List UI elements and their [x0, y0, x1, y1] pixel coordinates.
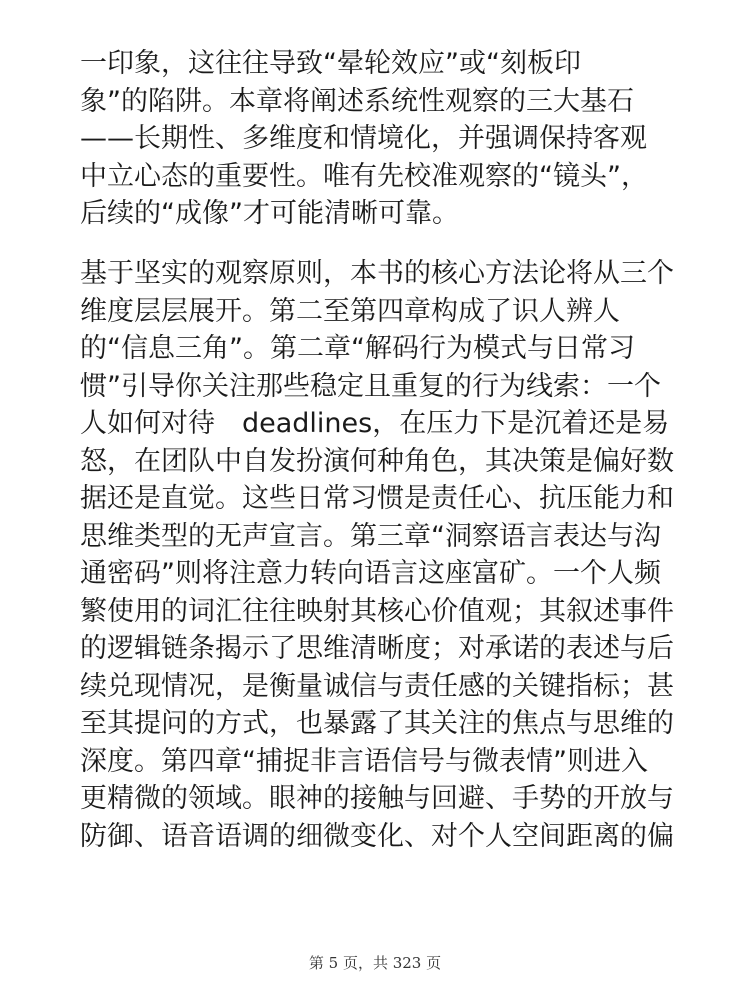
text-line: 至其提问的方式，也暴露了其关注的焦点与思维的	[80, 708, 674, 739]
page-number-footer: 第 5 页，共 323 页	[308, 954, 442, 972]
text-line: 中立心态的重要性。唯有先校准观察的“镜头”，	[80, 160, 648, 192]
text-line: 据还是直觉。这些日常习惯是责任心、抗压能力和	[80, 483, 674, 514]
paragraph-1	[80, 45, 680, 233]
text-line: 基于坚实的观察原则，本书的核心方法论将从三个	[80, 258, 674, 289]
text-line: ——长期性、多维度和情境化，并强调保持客观	[80, 123, 647, 154]
text-line: 象”的陷阱。本章将阐述系统性观察的三大基石	[80, 85, 634, 117]
text-line: 怒，在团队中自发扮演何种角色，其决策是偏好数	[80, 445, 674, 477]
paragraph-2	[80, 255, 680, 855]
text-line: 续兑现情况，是衡量诚信与责任感的关键指标；甚	[80, 670, 674, 702]
text-line: 防御、语音语调的细微变化、对个人空间距离的偏	[80, 820, 674, 852]
text-line: 后续的“成像”才可能清晰可靠。	[80, 198, 459, 229]
text-line: 通密码”则将注意力转向语言这座富矿。一个人频	[80, 558, 661, 589]
text-line: 惯”引导你关注那些稳定且重复的行为线索：一个	[80, 370, 661, 402]
text-line: 更精微的领域。眼神的接触与回避、手势的开放与	[80, 783, 674, 814]
text-line: 深度。第四章“捕捉非言语信号与微表情”则进入	[80, 745, 648, 777]
text-line: 的逻辑链条揭示了思维清晰度；对承诺的表述与后	[80, 633, 674, 664]
text-line: 的“信息三角”。第二章“解码行为模式与日常习	[80, 333, 635, 364]
text-line: 繁使用的词汇往往映射其核心价值观；其叙述事件	[80, 595, 674, 627]
text-line: 思维类型的无声宣言。第三章“洞察语言表达与沟	[80, 520, 661, 552]
text-line: 人如何对待 deadlines，在压力下是沉着还是易	[80, 408, 670, 439]
text-line: 维度层层展开。第二至第四章构成了识人辨人	[80, 295, 620, 327]
text-line: 一印象，这往往导致“晕轮效应”或“刻板印	[80, 48, 581, 79]
